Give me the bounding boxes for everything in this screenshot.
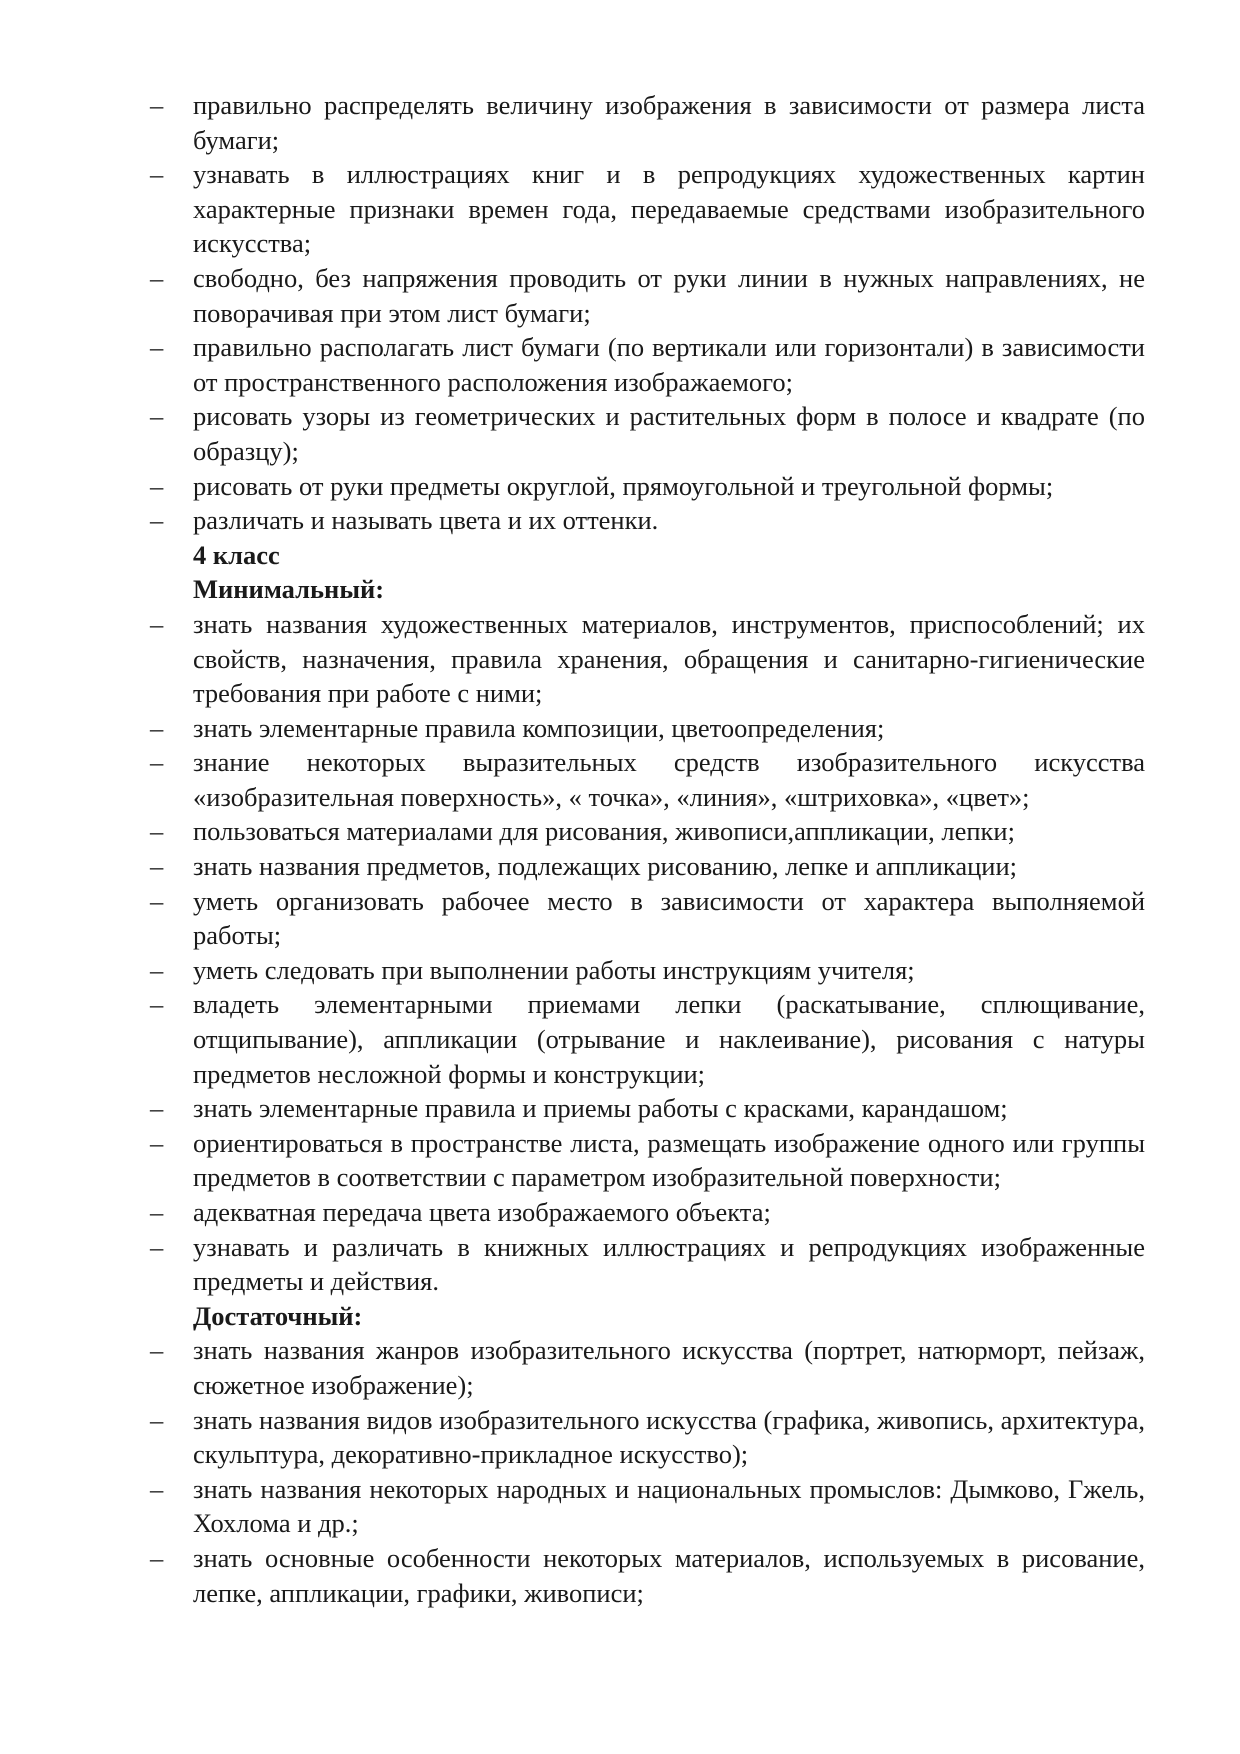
dash-bullet: –: [150, 1127, 164, 1158]
dash-bullet: –: [150, 1197, 164, 1227]
dash-bullet: –: [150, 608, 164, 639]
dash-bullet: –: [150, 747, 164, 778]
grade-heading: 4 класс: [193, 539, 280, 570]
list-item: – знать названия художественных материалов, инструментов, приспособлений; их свойств, назначения, правила хранения, обращения и санитарно-гигиенические требования при работе с ними;: [150, 608, 1145, 709]
list-item: – знать элементарные правила и приемы работы с красками, карандашом;: [150, 1091, 1145, 1126]
list-minimal: [150, 607, 1145, 1299]
dash-bullet: –: [150, 954, 164, 985]
dash-bullet: –: [150, 1093, 164, 1124]
list-item: – различать и называть цвета и их оттенки.: [150, 503, 1145, 538]
dash-bullet: –: [150, 851, 164, 882]
dash-bullet: –: [150, 712, 164, 743]
dash-bullet: –: [150, 90, 164, 120]
list-item: – уметь следовать при выполнении работы инструкциям учителя;: [150, 953, 1145, 988]
list-item: – свободно, без напряжения проводить от руки линии в нужных направлениях, не поворачивая при этом лист бумаги;: [150, 262, 1145, 328]
list-sufficient: [150, 1333, 1145, 1610]
dash-bullet: –: [150, 1404, 164, 1435]
list-item: – знать названия видов изобразительного искусства (графика, живопись, архитектура, скульптура, декоративно-прикладное искусство);: [150, 1404, 1146, 1470]
list-item: – узнавать в иллюстрациях книг и в репродукциях художественных картин характерные признаки времен года, передаваемые средствами изобразительного искусства;: [150, 159, 1145, 259]
list-item: – пользоваться материалами для рисования, живописи,аппликации, лепки;: [150, 814, 1145, 849]
dash-bullet: –: [150, 989, 164, 1020]
document-page: [150, 88, 1145, 1610]
dash-bullet: –: [150, 1542, 164, 1573]
dash-bullet: –: [150, 159, 164, 190]
list-item: – знать основные особенности некоторых материалов, используемых в рисование, лепке, аппликации, графики, живописи;: [150, 1542, 1145, 1608]
dash-bullet: –: [150, 885, 164, 916]
list-item: – узнавать и различать в книжных иллюстрациях и репродукциях изображенные предметы и действия.: [150, 1231, 1145, 1297]
list-item: – правильно располагать лист бумаги (по вертикали или горизонтали) в зависимости от пространственного расположения изображаемого;: [150, 332, 1145, 397]
list-item: – адекватная передача цвета изображаемого объекта;: [150, 1195, 1145, 1230]
dash-bullet: –: [150, 262, 164, 293]
dash-bullet: –: [150, 1231, 164, 1262]
dash-bullet: –: [150, 332, 164, 363]
dash-bullet: –: [150, 1335, 164, 1366]
dash-bullet: –: [150, 1473, 164, 1504]
list-item: – знать названия некоторых народных и национальных промыслов: Дымково, Гжель, Хохлома и др.;: [150, 1473, 1145, 1539]
list-item: – владеть элементарными приемами лепки (раскатывание, сплющивание, отщипывание), аппликации (отрывание и наклеивание), рисования с натуры предметов несложной формы и конструкции;: [150, 989, 1145, 1089]
list-item: – ориентироваться в пространстве листа, размещать изображение одного или группы предметов в соответствии с параметром изобразительной поверхности;: [150, 1127, 1145, 1193]
sufficient-level-heading: Достаточный:: [193, 1300, 363, 1331]
list-item: – знать элементарные правила композиции, цветоопределения;: [150, 711, 1145, 746]
list-item: – уметь организовать рабочее место в зависимости от характера выполняемой работы;: [150, 885, 1145, 951]
list-item: – знать названия предметов, подлежащих рисованию, лепке и аппликации;: [150, 849, 1145, 884]
list-item: – рисовать узоры из геометрических и растительных форм в полосе и квадрате (по образцу);: [150, 401, 1145, 466]
dash-bullet: –: [150, 505, 164, 536]
dash-bullet: –: [150, 401, 164, 432]
list-top: [150, 88, 1145, 538]
list-item: – знание некоторых выразительных средств изобразительного искусства «изобразительная поверхность», « точка», «линия», «штриховка», «цвет»;: [150, 747, 1145, 812]
list-item: – знать названия жанров изобразительного искусства (портрет, натюрморт, пейзаж, сюжетное изображение);: [150, 1335, 1145, 1400]
minimal-level-heading: Минимальный:: [193, 574, 385, 605]
list-item: – правильно распределять величину изображения в зависимости от размера листа бумаги;: [150, 90, 1145, 155]
dash-bullet: –: [150, 470, 164, 501]
dash-bullet: –: [150, 816, 164, 847]
list-item: – рисовать от руки предметы округлой, прямоугольной и треугольной формы;: [150, 469, 1145, 504]
